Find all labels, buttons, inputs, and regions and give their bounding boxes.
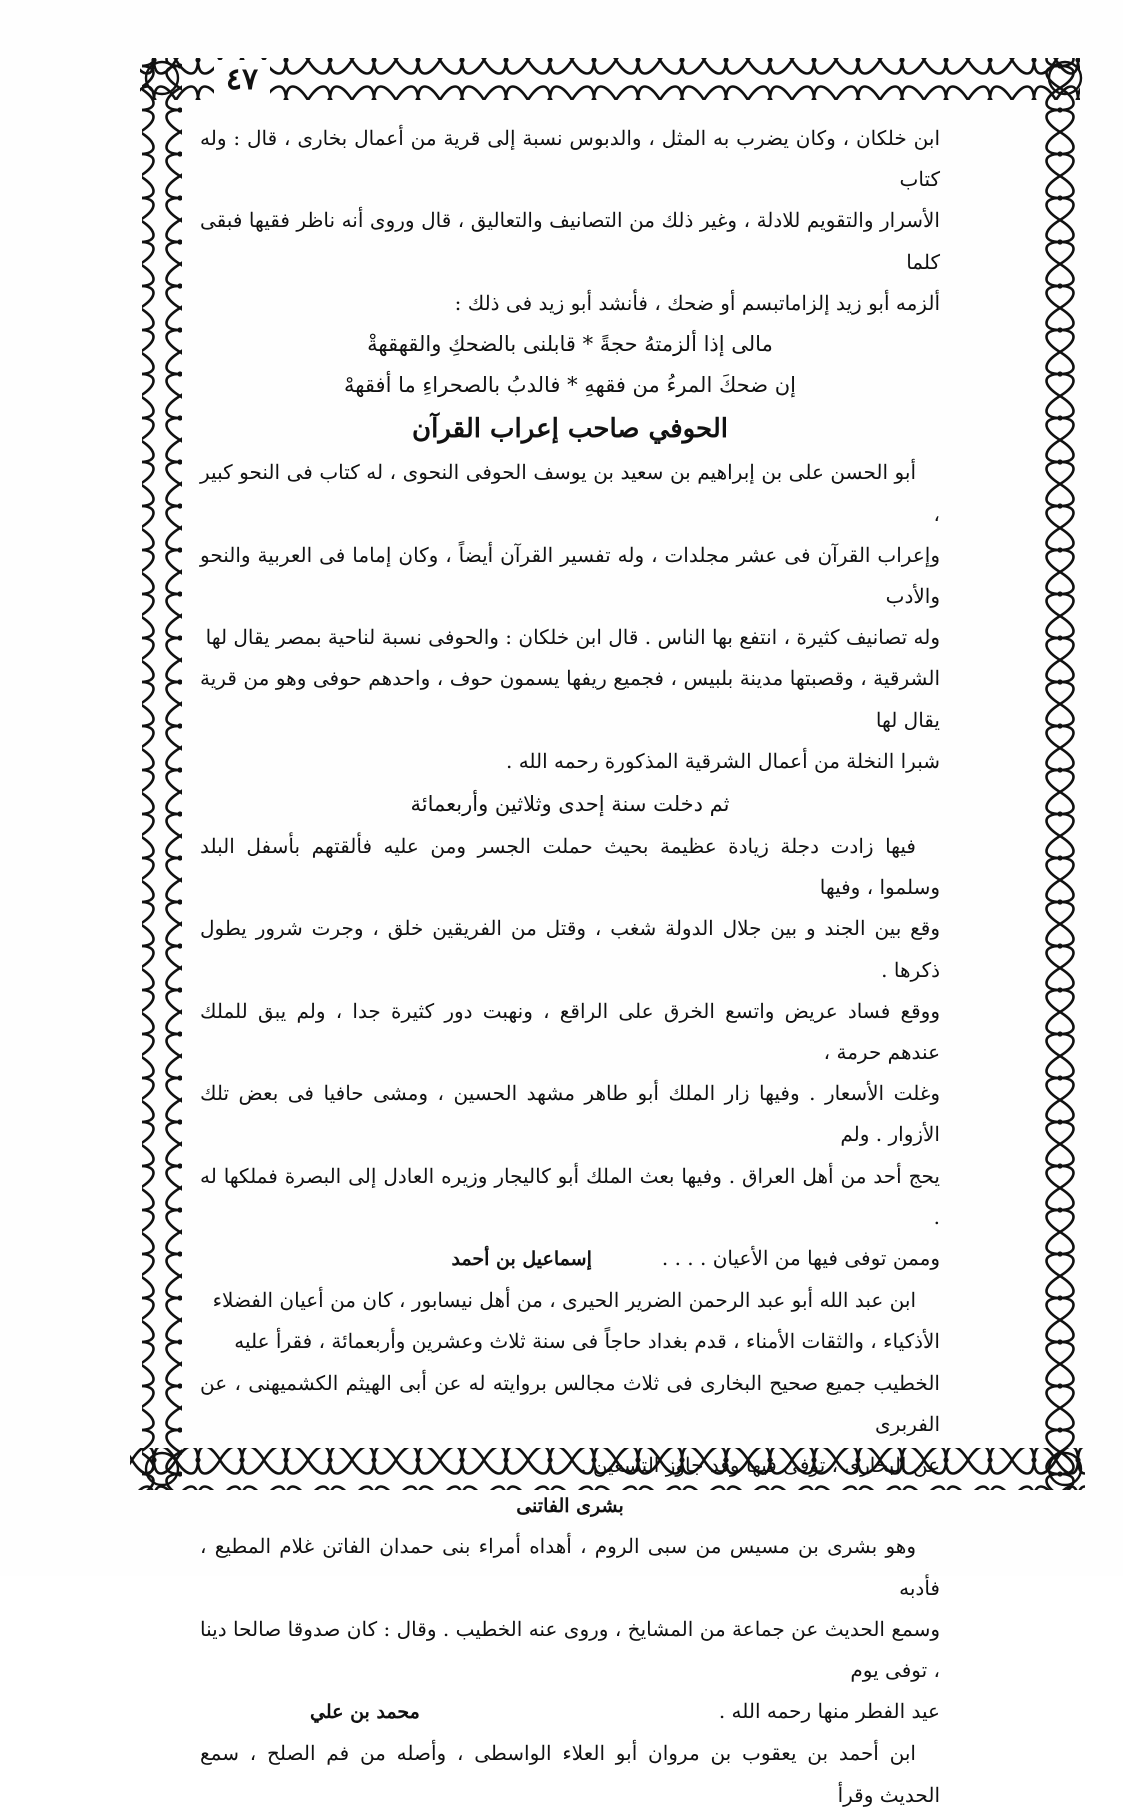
text-line: وقع بين الجند و بين جلال الدولة شغب ، وقتل من الفريقين خلق ، وجرت شرور يطول ذكرها . (200, 916, 940, 982)
text-line: الشرقية ، وقصبتها مدينة بلبيس ، فجميع ريفها يسمون حوف ، واحدهم حوفى وهو من قرية يقال لها (200, 666, 940, 732)
page-number: ٤٧ (214, 60, 270, 100)
text-line: وسمع الحديث عن جماعة من المشايخ ، وروى عنه الخطيب . وقال : كان صدوقا صالحا دينا ، توفى يوم (200, 1616, 940, 1682)
verse-line: إن ضحكَ المرءُ من فقههِ * فالدبُ بالصحراءِ ما أفقههْ (343, 373, 796, 398)
text-line: ابن خلكان ، وكان يضرب به المثل ، والدبوس نسبة إلى قرية من أعمال بخارى ، قال : وله كتاب (200, 126, 940, 192)
verse-line: مالى إذا ألزمتهُ حجةً * قابلنى بالضحكِ والقهقهةْ (367, 332, 773, 357)
line-text: عيد الفطر منها رحمه الله . (718, 1699, 940, 1724)
text-line: شبرا النخلة من أعمال الشرقية المذكورة رحمه الله . (505, 748, 940, 773)
paragraph-start-line: أبو الحسن على بن إبراهيم بن سعيد بن يوسف الحوفى النحوى ، له كتاب فى النحو كبير ، (200, 460, 940, 526)
text-line-with-name (200, 1691, 940, 1733)
text-line: ألزمه أبو زيد إلزاماتبسم أو ضحك ، فأنشد أبو زيد فى ذلك : (454, 290, 940, 315)
text-line: عن البخارى ، توفى فيها وقد جاوز التسعين . (580, 1453, 940, 1478)
paragraph-start-line: فيها زادت دجلة زيادة عظيمة بحيث حملت الجسر ومن عليه فألقتهم بأسفل البلد وسلموا ، وفيها (200, 834, 940, 900)
text-line: الأسرار والتقويم للادلة ، وغير ذلك من التصانيف والتعاليق ، قال وروى أنه ناظر فقيها فبقى كلما (200, 208, 940, 274)
text-line: الأذكياء ، والثقات الأمناء ، قدم بغداد حاجاً فى سنة ثلاث وعشرين وأربعمائة ، فقرأ عليه (234, 1329, 940, 1354)
biography-heading: محمد بن علي (310, 1701, 420, 1724)
text-line: وإعراب القرآن فى عشر مجلدات ، وله تفسير القرآن أيضاً ، وكان إماما فى العربية والنحو والأدب (200, 542, 940, 609)
paragraph-start-line: ابن أحمد بن يعقوب بن مروان أبو العلاء الواسطى ، وأصله من فم الصلح ، سمع الحديث وقرأ (200, 1741, 940, 1807)
text-line: يحج أحد من أهل العراق . وفيها بعث الملك أبو كاليجار وزيره العادل إلى البصرة فملكها له . (200, 1163, 940, 1229)
text-line: وغلت الأسعار . وفيها زار الملك أبو طاهر مشهد الحسين ، ومشى حافيا فى بعض تلك الأزوار . ولم (200, 1081, 940, 1147)
text-line: الخطيب جميع صحيح البخارى فى ثلاث مجالس بروايته له عن أبى الهيثم الكشميهنى ، عن الفربرى (200, 1370, 940, 1436)
text-line: ووقع فساد عريض واتسع الخرق على الراقع ، ونهبت دور كثيرة جدا ، ولم يبق للملك عندهم حرمة ، (200, 998, 940, 1065)
text-line-with-name (200, 1238, 940, 1280)
section-heading: الحوفي صاحب إعراب القرآن (412, 414, 728, 445)
paragraph-start-line: ابن عبد الله أبو عبد الرحمن الضرير الحيرى ، من أهل نيسابور ، كان من أعيان الفضلاء (212, 1288, 916, 1313)
line-text: وممن توفى فيها من الأعيان . . . . (661, 1246, 940, 1271)
biography-heading: بشرى الفاتنى (516, 1495, 624, 1518)
paragraph-start-line: وهو بشرى بن مسيس من سبى الروم ، أهداه أمراء بنى حمدان الفاتن غلام المطيع ، فأدبه (200, 1534, 940, 1600)
year-heading: ثم دخلت سنة إحدى وثلاثين وأربعمائة (410, 792, 730, 817)
page-text (200, 118, 940, 1807)
text-line: وله تصانيف كثيرة ، انتفع بها الناس . قال ابن خلكان : والحوفى نسبة لناحية بمصر يقال لها (205, 625, 940, 650)
biography-heading: إسماعيل بن أحمد (451, 1248, 592, 1271)
